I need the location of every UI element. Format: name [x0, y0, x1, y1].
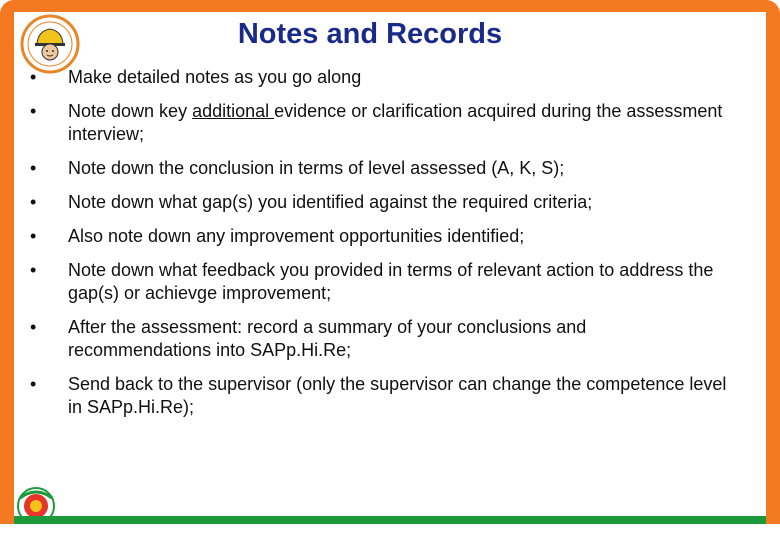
list-item-text: Make detailed notes as you go along	[68, 67, 362, 87]
slide-title: Notes and Records	[237, 18, 503, 50]
underlined-word: additional	[192, 101, 275, 121]
list-item	[30, 191, 730, 214]
list-item	[30, 157, 730, 180]
bullet-marker: •	[30, 374, 37, 394]
bullet-marker: •	[30, 226, 37, 246]
list-item-text: Note down what gap(s) you identified against the required criteria;	[68, 192, 593, 212]
list-item-text: Also note down any improvement opportunities identified;	[68, 226, 525, 246]
list-item	[30, 316, 730, 362]
list-item	[30, 259, 730, 305]
list-item-text: Note down key	[68, 101, 193, 121]
list-item	[30, 373, 730, 419]
bullet-marker: •	[30, 101, 37, 121]
bottom-margin	[0, 524, 780, 540]
list-item-text: evidence or clarification acquired during the assessment interview;	[68, 101, 723, 144]
list-item	[30, 100, 730, 146]
safety-badge-icon	[20, 14, 80, 74]
list-item-text: Send back to the supervisor (only the supervisor can change the competence level in SAPp.Hi.Re);	[68, 374, 727, 417]
list-item	[30, 225, 730, 248]
bullet-marker: •	[30, 192, 37, 212]
list-item-text: Note down the conclusion in terms of level assessed (A, K, S);	[68, 158, 565, 178]
bullet-marker: •	[30, 317, 37, 337]
list-item-text: After the assessment: record a summary of your conclusions and recommendations into SAPp.Hi.Re;	[68, 317, 587, 360]
list-item	[30, 66, 730, 89]
bullet-list	[30, 66, 730, 430]
bullet-marker: •	[30, 158, 37, 178]
list-item-text: Note down what feedback you provided in terms of relevant action to address the gap(s) or achievge improvement;	[68, 260, 714, 303]
bullet-marker: •	[30, 260, 37, 280]
footer-bar	[14, 516, 766, 524]
bullet-marker: •	[30, 67, 37, 87]
